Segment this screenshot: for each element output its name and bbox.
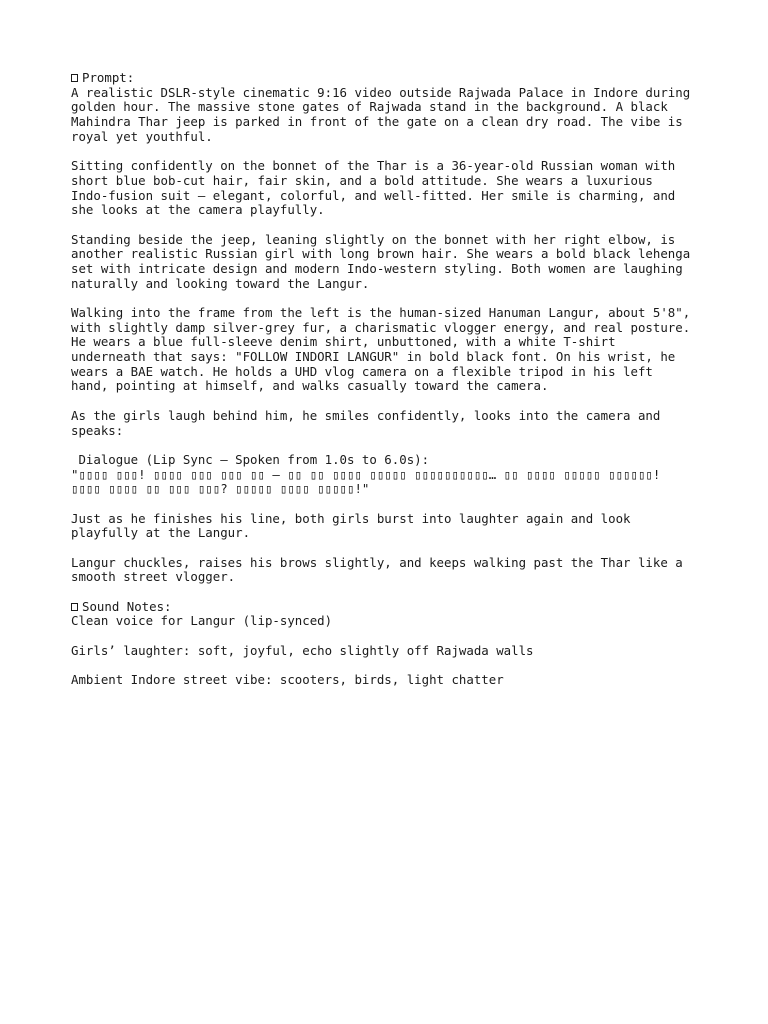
paragraph-girls-laughter — [71, 644, 711, 659]
text-line: wears a BAE watch. He holds a UHD vlog camera on a flexible tripod in his left — [71, 363, 653, 379]
text-line: with slightly damp silver-grey fur, a charismatic vlogger energy, and real posture. — [71, 319, 691, 335]
text-line: A realistic DSLR-style cinematic 9:16 video outside Rajwada Palace in Indore during — [71, 84, 691, 100]
text-line: Walking into the frame from the left is the human-sized Hanuman Langur, about 5'8", — [71, 305, 691, 320]
text-line: royal yet youthful. — [71, 128, 213, 144]
text-line: short blue bob-cut hair, fair skin, and a bold attitude. She wears a luxurious — [71, 172, 653, 188]
text-line: she looks at the camera playfully. — [71, 202, 325, 218]
text-line: Indo-fusion suit — elegant, colorful, and well-fitted. Her smile is charming, and — [71, 187, 676, 203]
text-line: set with intricate design and modern Indo-western styling. Both women are laughing — [71, 260, 683, 276]
text-line: Standing beside the jeep, leaning slightly on the bonnet with her right elbow, is — [71, 231, 676, 247]
text-line: another realistic Russian girl with long brown hair. She wears a bold black lehenga — [71, 246, 691, 262]
paragraph-speaks — [71, 409, 711, 438]
paragraph-langur — [71, 306, 711, 394]
text-line: naturally and looking toward the Langur. — [71, 275, 370, 291]
sound-notes-heading-text: Sound Notes: — [82, 598, 172, 614]
sound-notes-heading — [71, 600, 711, 629]
bullet-box-icon — [71, 74, 78, 82]
dialogue-heading: Dialogue (Lip Sync – Spoken from 1.0s to 6.0s): — [71, 451, 430, 467]
text-line: golden hour. The massive stone gates of Rajwada stand in the background. A black — [71, 99, 668, 115]
paragraph-ambient — [71, 673, 711, 688]
paragraph-girl-beside-jeep — [71, 233, 711, 292]
bullet-box-icon — [71, 603, 78, 611]
paragraph-laughter — [71, 512, 711, 541]
prompt-heading — [71, 71, 711, 144]
text-line: Sitting confidently on the bonnet of the Thar is a 36-year-old Russian woman with — [71, 158, 676, 174]
text-line: Clean voice for Langur (lip-synced) — [71, 613, 333, 629]
dialogue-line: ▯▯▯▯ ▯▯▯▯ ▯▯ ▯▯▯ ▯▯▯? ▯▯▯▯▯ ▯▯▯▯ ▯▯▯▯▯!" — [71, 481, 370, 497]
paragraph-woman-on-bonnet — [71, 159, 711, 218]
dialogue-block — [71, 453, 711, 497]
text-line: playfully at the Langur. — [71, 525, 251, 541]
text-line: Girls’ laughter: soft, joyful, echo slightly off Rajwada walls — [71, 642, 534, 658]
text-line: As the girls laugh behind him, he smiles confidently, looks into the camera and — [71, 407, 661, 423]
text-line: Langur chuckles, raises his brows slightly, and keeps walking past the Thar like a — [71, 554, 683, 570]
text-line: He wears a blue full-sleeve denim shirt, unbuttoned, with a white T-shirt — [71, 334, 616, 350]
dialogue-line: "▯▯▯▯ ▯▯▯! ▯▯▯▯ ▯▯▯ ▯▯▯ ▯▯ — ▯▯ ▯▯ ▯▯▯▯ ▯▯▯▯▯ ▯▯▯▯▯▯▯▯▯▯… ▯▯ ▯▯▯▯ ▯▯▯▯▯ ▯▯▯▯▯▯! — [71, 466, 661, 482]
document-page — [71, 71, 711, 703]
text-line: Ambient Indore street vibe: scooters, birds, light chatter — [71, 672, 504, 688]
text-line: speaks: — [71, 422, 124, 438]
paragraph-chuckles — [71, 556, 711, 585]
text-line: smooth street vlogger. — [71, 569, 236, 585]
text-line: Mahindra Thar jeep is parked in front of the gate on a clean dry road. The vibe is — [71, 114, 683, 130]
text-line: underneath that says: "FOLLOW INDORI LANGUR" in bold black font. On his wrist, he — [71, 349, 676, 365]
text-line: Just as he finishes his line, both girls burst into laughter again and look — [71, 510, 631, 526]
prompt-heading-text: Prompt: — [82, 70, 135, 85]
text-line: hand, pointing at himself, and walks casually toward the camera. — [71, 378, 549, 394]
